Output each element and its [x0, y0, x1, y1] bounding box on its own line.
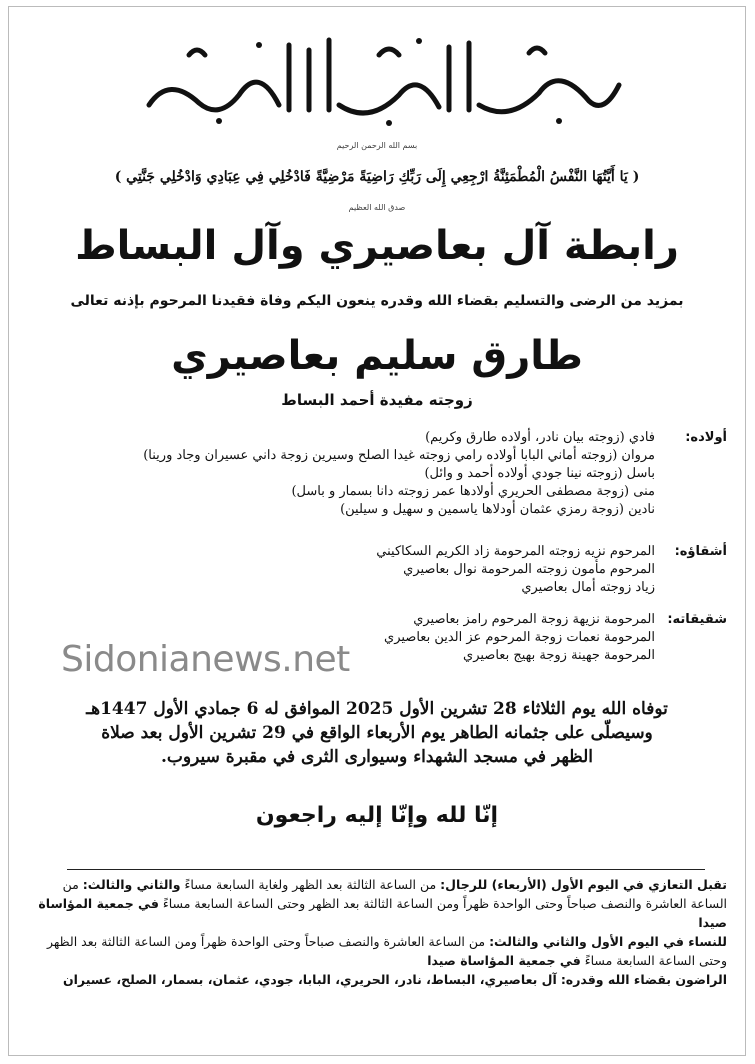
- divider: [67, 869, 705, 870]
- inna-lillah: إنّا لله وإنّا إليه راجعون: [255, 803, 499, 828]
- men-condolence-text: من الساعة الثالثة بعد الظهر ولغاية السابعة مساءً: [184, 877, 437, 892]
- men-days-label: والثاني والثالث:: [82, 877, 181, 892]
- family-league-title: رابطة آل بعاصيري وآل البساط: [75, 223, 679, 269]
- mourners-list: آل بعاصيري، البساط، نادر، الحريري، البابا، جودي، عثمان، بسمار، الصلح، عسيران: [62, 972, 557, 987]
- child-line: مروان (زوجته أماني البابا أولاده رامي زوجته غيدا الصلح وسيرين زوجة داني عسيران وجاد ورينا): [143, 448, 655, 463]
- quran-verse: ( يَا أَيَّتُهَا النَّفْسُ الْمُطْمَئِنَّةُ ارْجِعِي إِلَى رَبِّكِ رَاضِيَةً مَرْضِيَّةً فَادْخُلِي فِي عِبَادِي وَادْخُلِي جَنَّتِي ): [114, 169, 640, 185]
- obituary-page: [8, 6, 746, 1056]
- brothers-section: [29, 543, 727, 597]
- wife-line: زوجته مفيدة أحمد البساط: [281, 391, 473, 409]
- death-line-3: الظهر في مسجد الشهداء وسيوارى الثرى في مقبرة سيروب.: [160, 747, 594, 767]
- child-line: باسل (زوجته نينا جودي أولاده أحمد و وائل): [424, 466, 655, 481]
- women-condolence-text: من الساعة العاشرة والنصف صباحاً وحتى الواحدة ظهراً ومن الساعة الثالثة بعد الظهر وحتى الساعة السابعة مساءً: [47, 934, 727, 968]
- women-place: في جمعية المؤاساة صيدا: [427, 953, 581, 968]
- death-line-1: توفاه الله يوم الثلاثاء 28 تشرين الأول 2025 الموافق له 6 جمادي الأول 1447هـ: [86, 699, 668, 719]
- children-label: أولاده:: [685, 430, 727, 445]
- watermark: Sidonianews.net: [61, 639, 350, 680]
- sadaqa-text: صدق الله العظيم: [348, 203, 406, 212]
- brother-line: المرحوم نزيه زوجته المرحومة زاد الكريم السكاكيني: [376, 544, 655, 559]
- children-section: [29, 429, 727, 519]
- child-line: فادي (زوجته بيان نادر، أولاده طارق وكريم): [425, 430, 655, 445]
- mourners-label: الراضون بقضاء الله وقدره:: [560, 972, 727, 987]
- sisters-label: شقيقاته:: [667, 612, 727, 627]
- child-line: منى (زوجة مصطفى الحريري أولادها عمر زوجته دانا بسمار و باسل): [291, 484, 655, 499]
- men-days-text: من الساعة العاشرة والنصف صباحاً وحتى الواحدة ظهراً ومن الساعة الثالثة بعد الظهر وحتى الساعة السابعة مساءً: [62, 877, 727, 911]
- women-condolence-label: للنساء في اليوم الأول والثاني والثالث:: [489, 934, 727, 949]
- basmala: بسم الله الرحمن الرحيم: [336, 141, 418, 150]
- sister-line: المرحومة جهينة زوجة بهيج بعاصيري: [463, 648, 655, 663]
- child-line: نادين (زوجة رمزي عثمان أودلاها ياسمين و سهيل و سيلين): [340, 502, 655, 517]
- men-place: في جمعية المؤاساة صيدا: [38, 896, 727, 930]
- sister-line: المرحومة نزيهة زوجة المرحوم رامز بعاصيري: [413, 612, 655, 627]
- brother-line: المرحوم مأمون زوجته المرحومة نوال بعاصيري: [403, 562, 655, 577]
- sister-line: المرحومة نعمات زوجة المرحوم عز الدين بعاصيري: [384, 630, 655, 645]
- deceased-name: طارق سليم بعاصيري: [171, 333, 583, 379]
- condolences-block: [27, 875, 727, 989]
- death-info: [39, 697, 715, 769]
- announcement-text: بمزيد من الرضى والتسليم بقضاء الله وقدره ينعون اليكم وفاة فقيدنا المرحوم بإذنه تعالى: [70, 293, 684, 309]
- brothers-label: أشقاؤه:: [674, 544, 727, 559]
- brother-line: زياد زوجته أمال بعاصيري: [521, 580, 655, 595]
- men-condolence-label: تقبل التعازي في اليوم الأول (الأربعاء) للرجال:: [440, 877, 727, 892]
- calligraphy-header: [129, 25, 629, 133]
- death-line-2: وسيصلّى على جثمانه الطاهر يوم الأربعاء الواقع في 29 تشرين الأول بعد صلاة: [101, 723, 653, 743]
